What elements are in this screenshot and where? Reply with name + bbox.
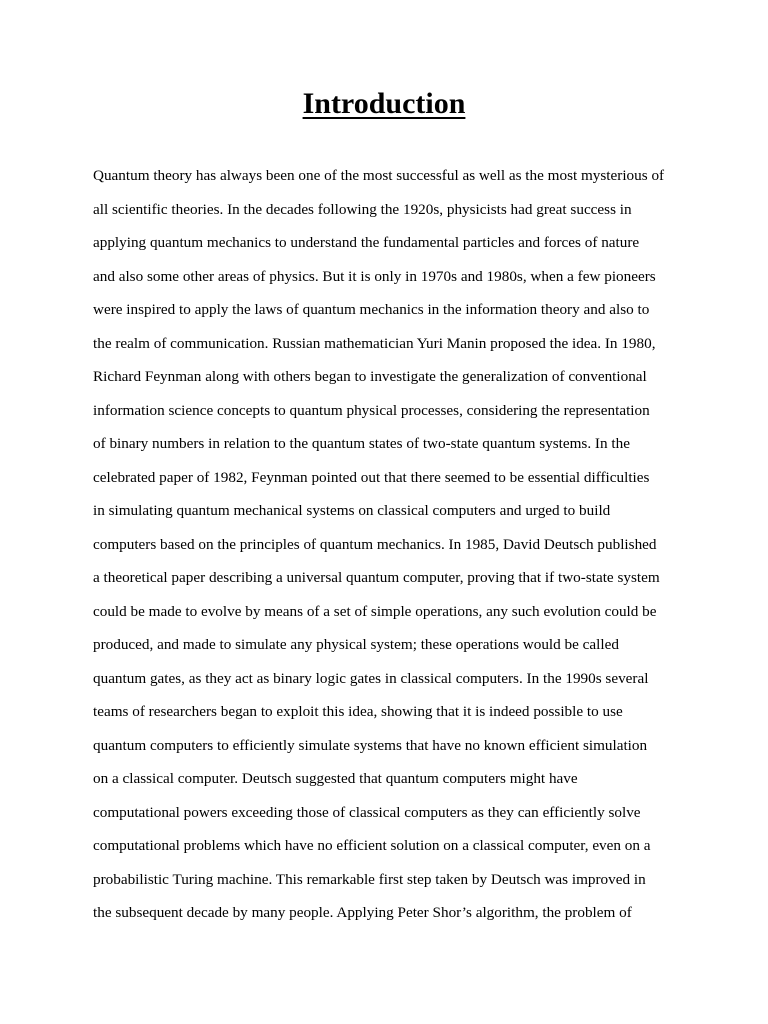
text-line: computational powers exceeding those of classical computers as they can efficiently solve bbox=[93, 803, 641, 821]
text-line: celebrated paper of 1982, Feynman pointed out that there seemed to be essential difficulties bbox=[93, 468, 650, 486]
text-line: on a classical computer. Deutsch suggested that quantum computers might have bbox=[93, 770, 578, 787]
text-line: teams of researchers began to exploit this idea, showing that it is indeed possible to use bbox=[93, 703, 623, 720]
page-title: Introduction bbox=[302, 87, 466, 120]
text-line: a theoretical paper describing a universal quantum computer, proving that if two-state system bbox=[93, 569, 660, 586]
text-line: produced, and made to simulate any physical system; these operations would be called bbox=[93, 636, 619, 653]
text-line: and also some other areas of physics. But it is only in 1970s and 1980s, when a few pioneers bbox=[93, 267, 656, 285]
text-line: the subsequent decade by many people. Applying Peter Shor’s algorithm, the problem of bbox=[93, 904, 632, 921]
text-line: quantum gates, as they act as binary logic gates in classical computers. In the 1990s several bbox=[93, 669, 649, 687]
text-line: Richard Feynman along with others began to investigate the generalization of conventional bbox=[93, 368, 647, 385]
text-line: quantum computers to efficiently simulate systems that have no known efficient simulation bbox=[93, 736, 648, 754]
text-line: applying quantum mechanics to understand the fundamental particles and forces of nature bbox=[93, 234, 640, 251]
body-paragraph bbox=[93, 159, 693, 930]
text-line: could be made to evolve by means of a set of simple operations, any such evolution could be bbox=[93, 602, 657, 620]
text-line: Quantum theory has always been one of the most successful as well as the most mysterious of bbox=[93, 167, 665, 184]
text-line: the realm of communication. Russian mathematician Yuri Manin proposed the idea. In 1980, bbox=[93, 334, 656, 352]
text-line: of binary numbers in relation to the quantum states of two-state quantum systems. In the bbox=[93, 435, 630, 452]
text-line: all scientific theories. In the decades following the 1920s, physicists had great success in bbox=[93, 200, 632, 218]
text-line: computational problems which have no efficient solution on a classical computer, even on a bbox=[93, 837, 651, 854]
text-line: information science concepts to quantum physical processes, considering the representation bbox=[93, 401, 650, 419]
text-line: computers based on the principles of quantum mechanics. In 1985, David Deutsch published bbox=[93, 535, 657, 553]
text-line: probabilistic Turing machine. This remarkable first step taken by Deutsch was improved in bbox=[93, 870, 646, 888]
text-line: in simulating quantum mechanical systems on classical computers and urged to build bbox=[93, 502, 611, 519]
text-line: were inspired to apply the laws of quantum mechanics in the information theory and also to bbox=[93, 301, 650, 318]
